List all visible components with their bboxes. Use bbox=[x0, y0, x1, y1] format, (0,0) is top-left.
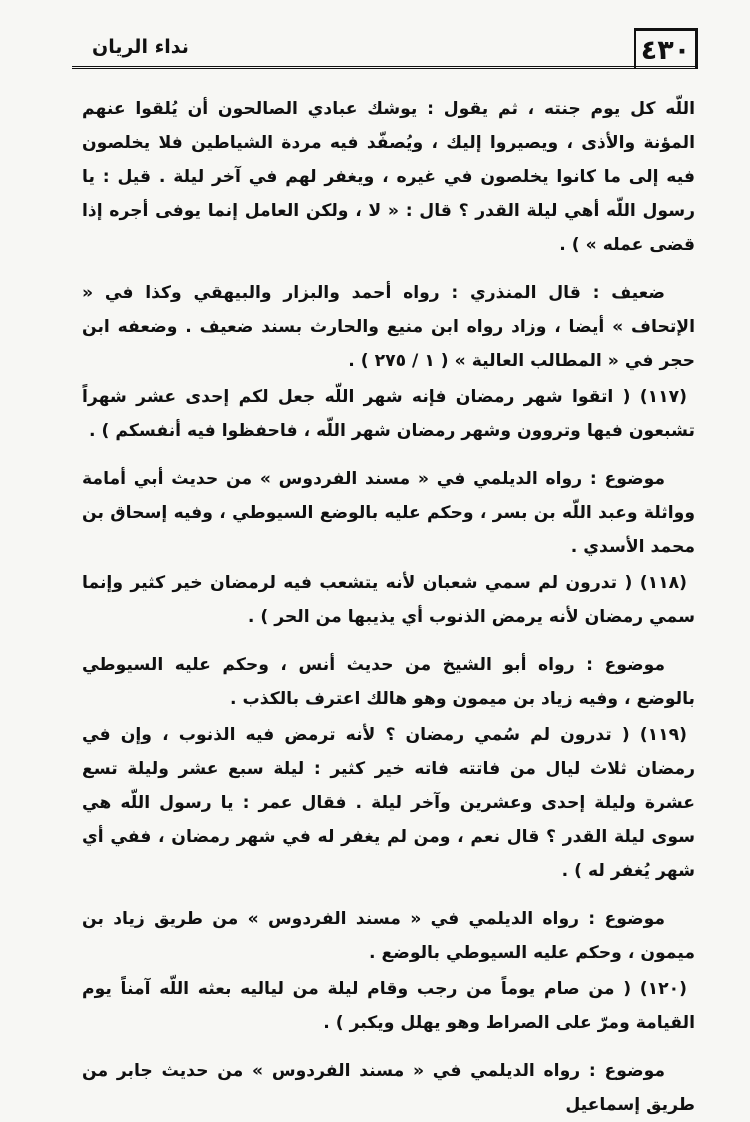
book-title: نداء الريان bbox=[92, 36, 189, 58]
grading-note: موضوع : رواه الديلمي في « مسند الفردوس » من حديث جابر من طريق إسماعيل bbox=[82, 1061, 695, 1115]
page-body bbox=[82, 92, 695, 1122]
hadith-entry: (١٢٠) ( من صام يوماً من رجب وقام ليلة من لياليه بعثه اللّه آمناً يوم القيامة ومرّ على الصراط وهو يهلل ويكبر ) . bbox=[82, 979, 695, 1033]
grading-note: موضوع : رواه الديلمي في « مسند الفردوس » من حديث أبي أمامة وواثلة وعبد اللّه بن بسر ، وحكم عليه بالوضع السيوطي ، وفيه إسحاق بن محمد الأسدي . bbox=[82, 469, 695, 557]
hadith-entry: (١١٩) ( تدرون لم سُمي رمضان ؟ لأنه ترمض فيه الذنوب ، وإن في رمضان ثلاث ليال من فاتته فاته خير كثير : ليلة سبع عشر وليلة تسع عشرة وليلة إحدى وعشرين وآخر ليلة . فقال عمر : يا رسول اللّه هي سوى ليلة القدر ؟ قال نعم ، ومن لم يغفر له في شهر رمضان ، ففي أي شهر يُغفر له ) . bbox=[82, 725, 695, 881]
hadith-entry: (١١٧) ( اتقوا شهر رمضان فإنه شهر اللّه جعل لكم إحدى عشر شهراً تشبعون فيها وتروون وشهر رمضان شهر اللّه ، فاحفظوا فيه أنفسكم ) . bbox=[82, 387, 695, 441]
hadith-entry: (١١٨) ( تدرون لم سمي شعبان لأنه يتشعب فيه لرمضان خير كثير وإنما سمي رمضان لأنه يرمض الذنوب أي يذيبها من الحر ) . bbox=[82, 573, 695, 627]
grading-note: موضوع : رواه الديلمي في « مسند الفردوس » من طريق زياد بن ميمون ، وحكم عليه السيوطي بالوضع . bbox=[82, 909, 695, 963]
grading-note: موضوع : رواه أبو الشيخ من حديث أنس ، وحكم عليه السيوطي بالوضع ، وفيه زياد بن ميمون وهو هالك اعترف بالكذب . bbox=[82, 655, 695, 709]
page-number: ٤٣٠ bbox=[634, 28, 698, 68]
page-header bbox=[72, 28, 698, 76]
grading-note: ضعيف : قال المنذري : رواه أحمد والبزار والبيهقي وكذا في « الإتحاف » أيضا ، وزاد رواه ابن منيع والحارث بسند ضعيف . وضعفه ابن حجر في « المطالب العالية » ( ١ / ٢٧٥ ) . bbox=[82, 283, 695, 371]
header-rule bbox=[72, 66, 698, 69]
paragraph-continuation: اللّه كل يوم جنته ، ثم يقول : يوشك عبادي الصالحون أن يُلقوا عنهم المؤنة والأذى ، ويصيروا إليك ، ويُصفّد فيه مردة الشياطين فلا يخلصون فيه إلى ما كانوا يخلصون في غيره ، ويغفر لهم في آخر ليلة . قيل : يا رسول اللّه أهي ليلة القدر ؟ قال : « لا ، ولكن العامل إنما يوفى أجره إذا قضى عمله » ) . bbox=[82, 99, 695, 255]
